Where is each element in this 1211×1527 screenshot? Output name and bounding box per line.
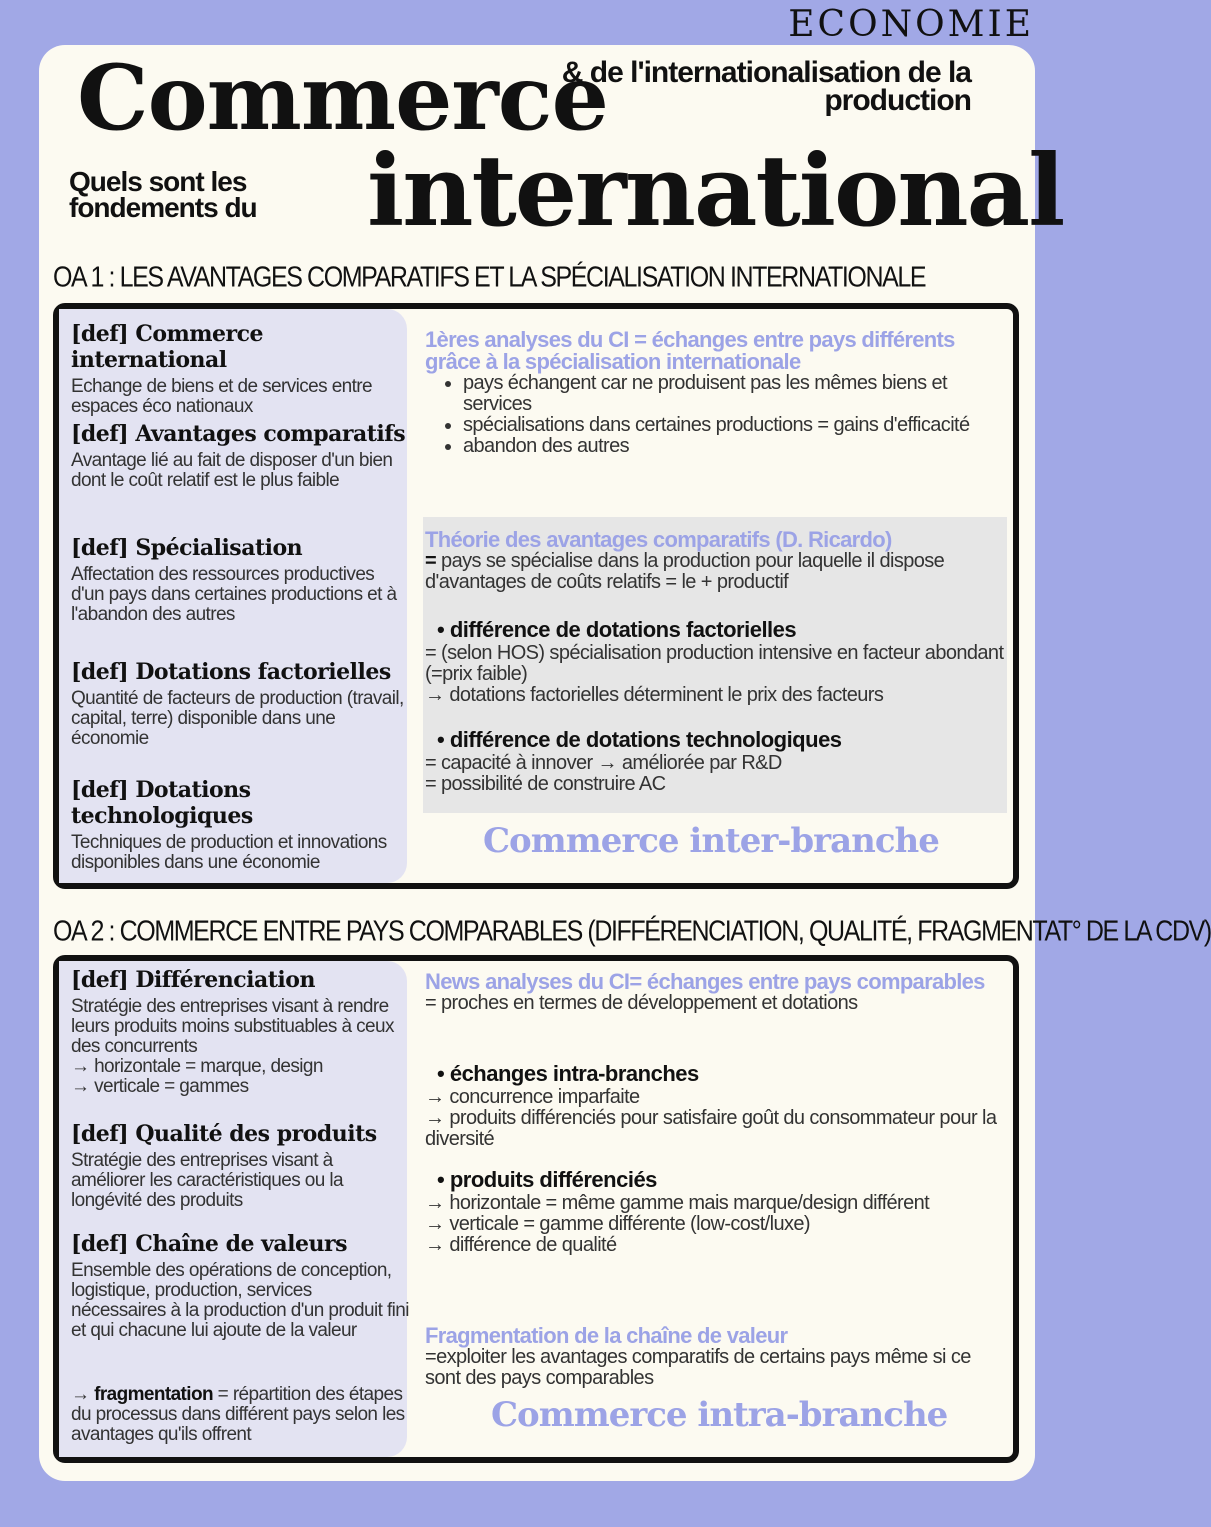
- fragmentation-cdv-text: =exploiter les avantages comparatifs de certains pays même si ce sont des pays comparables: [425, 1346, 971, 1389]
- def-text: Quantité de facteurs de production (travail, capital, terre) disponible dans une économie: [71, 688, 404, 749]
- def-text: Avantage lié au fait de disposer d'un bien dont le coût relatif est le plus faible: [71, 450, 393, 491]
- oa2-sec-news-analyses: [425, 971, 1007, 1014]
- list-item: • spécialisations dans certaines productions = gains d'efficacité: [463, 415, 1007, 436]
- section-title: 1ères analyses du CI = échanges entre pays différents grâce à la spécialisation internationale: [425, 327, 955, 374]
- arrow: →: [71, 1384, 95, 1405]
- def-text: Ensemble des opérations de conception, logistique, production, services nécessaires à la production d'un produit fini et qui chacune lui ajoute de la valeur: [71, 1260, 409, 1341]
- oa2-sec-produits-differencies: [425, 1167, 1007, 1256]
- oa1-sec-technologiques: [425, 727, 1007, 795]
- def-qualite-produits: [71, 1121, 409, 1211]
- differencies-line2: → verticale = gamme différente (low-cost/luxe): [425, 1213, 810, 1235]
- oa1-sec-factorielles: [425, 617, 1007, 706]
- def-title: [def] Avantages comparatifs: [71, 421, 406, 447]
- oa1-definitions-panel: [59, 309, 407, 883]
- technologiques-line2: = possibilité de construire AC: [425, 773, 666, 795]
- list-item: • pays échangent car ne produisent pas les mêmes biens et services: [463, 373, 1007, 415]
- factorielles-line2: → dotations factorielles déterminent le prix des facteurs: [425, 684, 884, 706]
- oa1-content: [419, 309, 1007, 883]
- oa1-sec-premieres-analyses: [425, 329, 1007, 457]
- equals-sign: =: [425, 550, 437, 572]
- oa2-title: OA 2 : COMMERCE ENTRE PAYS COMPARABLES (DIFFÉRENCIATION, QUALITÉ, FRAGMENTAT° DE LA CDV): [53, 915, 1211, 948]
- ricardo-text: [425, 551, 1007, 593]
- section-title: Fragmentation de la chaîne de valeur: [425, 1323, 788, 1348]
- def-differenciation: [71, 967, 409, 1097]
- title-commerce: Commerce: [77, 45, 608, 151]
- differencies-line1: → horizontale = même gamme mais marque/design différent: [425, 1192, 930, 1214]
- def-dotations-technologiques: [71, 777, 409, 873]
- bullet-list: [425, 373, 1007, 457]
- oa2-definitions-panel: [59, 961, 407, 1457]
- oa1-title: OA 1 : LES AVANTAGES COMPARATIFS ET LA SPÉCIALISATION INTERNATIONALE: [53, 261, 926, 294]
- subtitle-line1: & de l'internationalisation de la: [561, 56, 971, 89]
- def-title: [def] Chaîne de valeurs: [71, 1231, 347, 1257]
- def-title: [def] Dotations technologiques: [71, 777, 253, 829]
- title-question: [69, 166, 257, 223]
- intra-line1: → concurrence imparfaite: [425, 1086, 640, 1108]
- def-text: Stratégie des entreprises visant à rendre leurs produits moins substituables à ceux des concurrents: [71, 996, 394, 1057]
- def-text: Stratégie des entreprises visant à améliorer les caractéristiques ou la longévité des produits: [71, 1150, 343, 1211]
- def-text-horizontale: → horizontale = marque, design: [71, 1056, 323, 1077]
- fragmentation-definition: = répartition des étapes du processus dans différent pays selon les avantages qu'ils offrent: [71, 1384, 405, 1445]
- oa2-box: [53, 955, 1019, 1463]
- ricardo-definition: pays se spécialise dans la production pour laquelle il dispose d'avantages de coûts relatifs = le + productif: [425, 550, 945, 593]
- bullet-heading: • produits différenciés: [437, 1167, 1007, 1193]
- def-title: [def] Différenciation: [71, 967, 315, 993]
- section-title: Théorie des avantages comparatifs (D. Ricardo): [425, 527, 892, 552]
- question-line1: Quels sont les: [69, 166, 247, 197]
- subtitle-line2: production: [824, 84, 971, 117]
- title-international: international: [367, 134, 1064, 249]
- factorielles-line1: = (selon HOS) spécialisation production intensive en facteur abondant (=prix faible): [425, 642, 1004, 685]
- news-analyses-text: = proches en termes de développement et dotations: [425, 992, 858, 1014]
- def-title: [def] Dotations factorielles: [71, 659, 391, 685]
- intra-line2: → produits différenciés pour satisfaire goût du consommateur pour la diversité: [425, 1107, 997, 1150]
- def-text-verticale: → verticale = gammes: [71, 1076, 249, 1097]
- def-fragmentation: [71, 1385, 409, 1445]
- def-text: Techniques de production et innovations disponibles dans une économie: [71, 832, 387, 873]
- bullet-heading: • différence de dotations technologiques: [437, 727, 1007, 753]
- def-avantages-comparatifs: [71, 421, 409, 491]
- subject-label: ECONOMIE: [788, 4, 1034, 45]
- fragmentation-text: [71, 1385, 409, 1445]
- oa2-sec-intra-branches: [425, 1061, 1007, 1150]
- oa1-box: [53, 303, 1019, 889]
- sheet: [39, 45, 1211, 1481]
- def-text: Affectation des ressources productives d'un pays dans certaines productions et à l'abandon des autres: [71, 564, 397, 625]
- def-dotations-factorielles: [71, 659, 409, 749]
- def-title: [def] Spécialisation: [71, 535, 303, 561]
- label-intra-branche: Commerce intra-branche: [491, 1395, 948, 1435]
- section-title: News analyses du CI= échanges entre pays comparables: [425, 969, 985, 994]
- oa1-sec-ricardo: [425, 529, 1007, 593]
- bullet-heading: • différence de dotations factorielles: [437, 617, 1007, 643]
- question-line2: fondements du: [69, 192, 257, 223]
- def-title: [def] Qualité des produits: [71, 1121, 377, 1147]
- oa2-content: [419, 961, 1007, 1457]
- list-item: • abandon des autres: [463, 436, 1007, 457]
- def-text: Echange de biens et de services entre espaces éco nationaux: [71, 376, 373, 417]
- fragmentation-keyword: fragmentation: [94, 1384, 213, 1405]
- technologiques-line1: = capacité à innover → améliorée par R&D: [425, 752, 782, 774]
- bullet-heading: • échanges intra-branches: [437, 1061, 1007, 1087]
- def-commerce-international: [71, 321, 409, 417]
- oa2-sec-fragmentation: [425, 1325, 1007, 1389]
- def-title: [def] Commerce international: [71, 321, 264, 373]
- def-chaine-valeurs: [71, 1231, 409, 1341]
- differencies-line3: → différence de qualité: [425, 1234, 617, 1256]
- def-specialisation: [71, 535, 409, 625]
- title-subtitle: [561, 56, 971, 117]
- label-inter-branche: Commerce inter-branche: [483, 821, 939, 861]
